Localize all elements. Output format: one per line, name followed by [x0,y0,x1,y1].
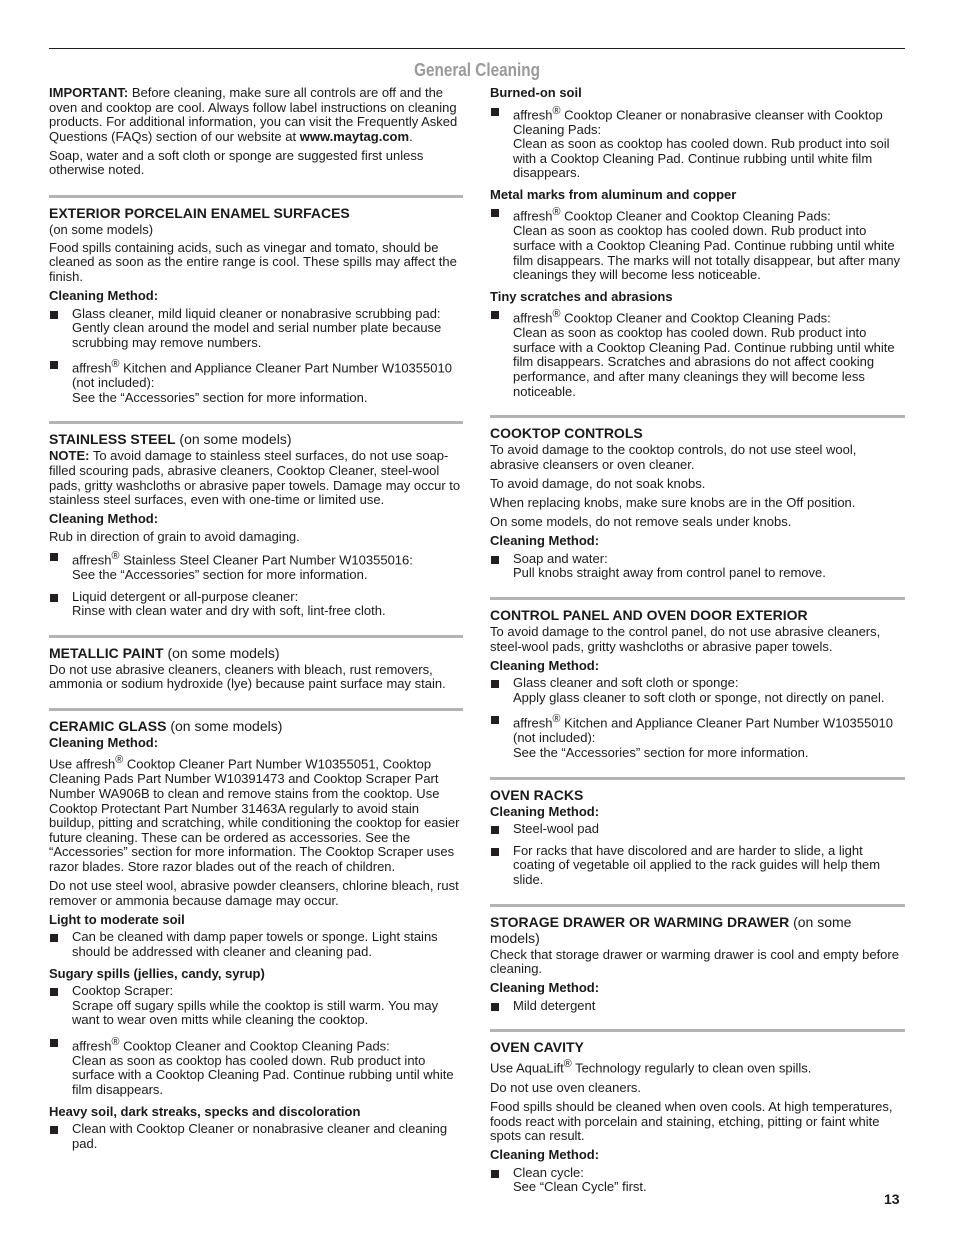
tiny-scratches-label: Tiny scratches and abrasions [490,288,673,304]
porcelain-body: Food spills containing acids, such as vinegar and tomato, should be cleaned as soon as the entire range is cool. These spills may affect the finish. [49,239,457,284]
cleaning-method-label: Cleaning Method: [490,803,600,819]
paragraph: When replacing knobs, make sure knobs are in the Off position. [490,495,856,511]
paragraph: On some models, do not remove seals under knobs. [490,514,792,530]
cleaning-method-label: Cleaning Method: [490,533,600,549]
list-item: For racks that have discolored and are harder to slide, a light coating of vegetable oil applied to the rack guides will help them slide. [490,844,905,888]
ceramic-use-paragraph: Use affresh® Cooktop Cleaner Part Number W10355051, Cooktop Cleaning Pads Part Number W10391473 and Cooktop Scraper Part Number WA906B to clean and remove stains from the cooktop. Use Cooktop Protectant Part Number 31463A regularly to avoid stain buildup, pitting and scratching, while conditioning the cooktop for easier future cleaning. These can be ordered as accessories. See the “Accessories” section for more information. The Cooktop Scraper uses razor blades. Store razor blades out of the reach of children. [49,754,460,874]
burned-on-soil-label: Burned-on soil [490,85,582,100]
list-item: affresh® Cooktop Cleaner and Cooktop Cleaning Pads: Clean as soon as cooktop has cooled down. Rub product into surface with a Cooktop Cleaning Pad. Continue rubbing until white film disappears. [49,1035,463,1098]
page-number: 13 [884,1191,900,1207]
porcelain-subheading: (on some models) [49,222,154,238]
cleaning-method-label: Cleaning Method: [490,980,600,996]
tiny-scratches-list [490,307,905,399]
list-item: Clean cycle: See “Clean Cycle” first. [490,1166,905,1195]
intro-section [49,86,463,178]
website-link[interactable]: www.maytag.com [299,128,410,144]
important-label: IMPORTANT: [49,85,129,100]
list-item: Glass cleaner and soft cloth or sponge: Apply glass cleaner to soft cloth or sponge, not directly on panel. [490,676,905,705]
cooktop-controls-list [490,552,905,581]
oven-cavity-section [490,1029,905,1195]
cooktop-controls-section [490,415,905,581]
sugary-spills-list [49,984,463,1097]
ceramic-section [49,708,463,1152]
metallic-section [49,635,463,692]
list-item: affresh® Stainless Steel Cleaner Part Number W10355016: See the “Accessories” section for more information. [49,549,463,583]
porcelain-heading: EXTERIOR PORCELAIN ENAMEL SURFACES [49,205,350,222]
metal-marks-list [490,205,905,282]
heavy-soil-list [49,1122,463,1151]
cleaning-method-label: Cleaning Method: [49,734,159,750]
stainless-rub-text: Rub in direction of grain to avoid damaging. [49,528,300,544]
metallic-body: Do not use abrasive cleaners, cleaners with bleach, rust removers, ammonia or sodium hydroxide (lye) because paint surface may stain. [49,661,446,692]
oven-cavity-list [490,1166,905,1195]
list-item: Mild detergent [490,999,905,1014]
list-item: Clean with Cooktop Cleaner or nonabrasive cleaner and cleaning pad. [49,1122,463,1151]
paragraph: To avoid damage to the cooktop controls, do not use steel wool, abrasive cleansers or oven cleaner. [490,442,857,472]
porcelain-section [49,195,463,405]
metal-marks-label: Metal marks from aluminum and copper [490,186,737,202]
cooktop-controls-heading: COOKTOP CONTROLS [490,425,643,442]
heavy-soil-label: Heavy soil, dark streaks, specks and discoloration [49,1103,361,1119]
soap-paragraph: Soap, water and a soft cloth or sponge are suggested first unless otherwise noted. [49,147,424,178]
light-soil-label: Light to moderate soil [49,911,185,927]
list-item: affresh® Kitchen and Appliance Cleaner Part Number W10355010 (not included): See the “Accessories” section for more information. [49,357,463,405]
paragraph: Do not use oven cleaners. [490,1079,642,1095]
control-panel-list [490,676,905,760]
burned-on-soil-section [490,86,905,399]
stainless-heading: STAINLESS STEEL (on some models) [49,431,292,448]
ceramic-avoid-paragraph: Do not use steel wool, abrasive powder cleansers, chlorine bleach, rust remover or ammonia because damage may occur. [49,878,459,908]
stainless-section [49,421,463,618]
sugary-spills-label: Sugary spills (jellies, candy, syrup) [49,965,265,981]
cleaning-method-label: Cleaning Method: [49,287,159,303]
important-paragraph: IMPORTANT: Before cleaning, make sure all controls are off and the oven and cooktop are cool. Always follow label instructions on cleaning products. For additional information, you can visit the Frequently Asked Questions (FAQs) section of our website at www.maytag.com. [49,85,458,144]
oven-racks-section [490,777,905,888]
stainless-note: NOTE: To avoid damage to stainless steel surfaces, do not use soap-filled scouring pads, abrasive cleaners, Cooktop Cleaner, steel-wool pads, gritty washcloths or abrasive paper towels. Damage may occur to stainless steel surfaces, even with one-time or limited use. [49,448,461,508]
list-item: Liquid detergent or all-purpose cleaner: Rinse with clean water and dry with soft, lint-free cloth. [49,590,463,619]
list-item: Can be cleaned with damp paper towels or sponge. Light stains should be addressed with cleaner and cleaning pad. [49,930,463,959]
right-column [490,86,905,1202]
list-item: Steel-wool pad [490,822,905,837]
storage-drawer-heading: STORAGE DRAWER OR WARMING DRAWER (on some models) [490,913,852,946]
top-rule [49,48,905,49]
list-item: Cooktop Scraper: Scrape off sugary spills while the cooktop is still warm. You may want to wear oven mitts while cleaning the cooktop. [49,984,463,1028]
left-column [49,86,463,1158]
storage-drawer-list [490,999,905,1014]
list-item: affresh® Cooktop Cleaner and Cooktop Cleaning Pads: Clean as soon as cooktop has cooled down. Rub product into surface with a Cooktop Cleaning Pad. Continue rubbing until white film disappears. The marks will not totally disappear, but after many cleanings they will become less noticeable. [490,205,905,282]
light-soil-list [49,930,463,959]
paragraph: To avoid damage to the control panel, do not use abrasive cleaners, steel-wool pads, gritty washcloths or abrasive paper towels. [490,624,881,654]
storage-drawer-section [490,904,905,1014]
oven-cavity-heading: OVEN CAVITY [490,1039,584,1056]
list-item: affresh® Cooktop Cleaner or nonabrasive cleanser with Cooktop Cleaning Pads: Clean as soon as cooktop has cooled down. Rub product into soil with a Cooktop Cleaning Pad. Continue rubbing until white film disappears. [490,104,905,181]
stainless-list [49,549,463,619]
cleaning-method-label: Cleaning Method: [49,511,159,527]
list-item: affresh® Cooktop Cleaner and Cooktop Cleaning Pads: Clean as soon as cooktop has cooled down. Rub product into surface with a Cooktop Cleaning Pad. Continue rubbing until white film disappears. Scratches and abrasions do not affect cooking performance, and after many cleanings they will become less noticeable. [490,307,905,399]
page-title: General Cleaning [414,60,540,80]
porcelain-list [49,307,463,406]
list-item: affresh® Kitchen and Appliance Cleaner Part Number W10355010 (not included): See the “Accessories” section for more information. [490,712,905,760]
metallic-heading: METALLIC PAINT (on some models) [49,644,280,661]
paragraph: Use AquaLift® Technology regularly to clean oven spills. [490,1058,812,1076]
control-panel-section [490,597,905,761]
cleaning-method-label: Cleaning Method: [490,657,600,673]
paragraph: To avoid damage, do not soak knobs. [490,475,706,491]
cleaning-method-label: Cleaning Method: [490,1147,600,1163]
paragraph: Check that storage drawer or warming drawer is cool and empty before cleaning. [490,946,899,977]
paragraph: Food spills should be cleaned when oven cools. At high temperatures, foods react with porcelain and staining, etching, pitting or faint white spots can result. [490,1098,893,1144]
list-item: Glass cleaner, mild liquid cleaner or nonabrasive scrubbing pad: Gently clean around the model and serial number plate because scrubbing may remove numbers. [49,307,463,351]
control-panel-heading: CONTROL PANEL AND OVEN DOOR EXTERIOR [490,607,808,624]
burned-on-soil-list [490,104,905,181]
list-item: Soap and water: Pull knobs straight away from control panel to remove. [490,552,905,581]
oven-racks-heading: OVEN RACKS [490,786,584,803]
oven-racks-list [490,822,905,887]
ceramic-heading: CERAMIC GLASS (on some models) [49,717,283,734]
